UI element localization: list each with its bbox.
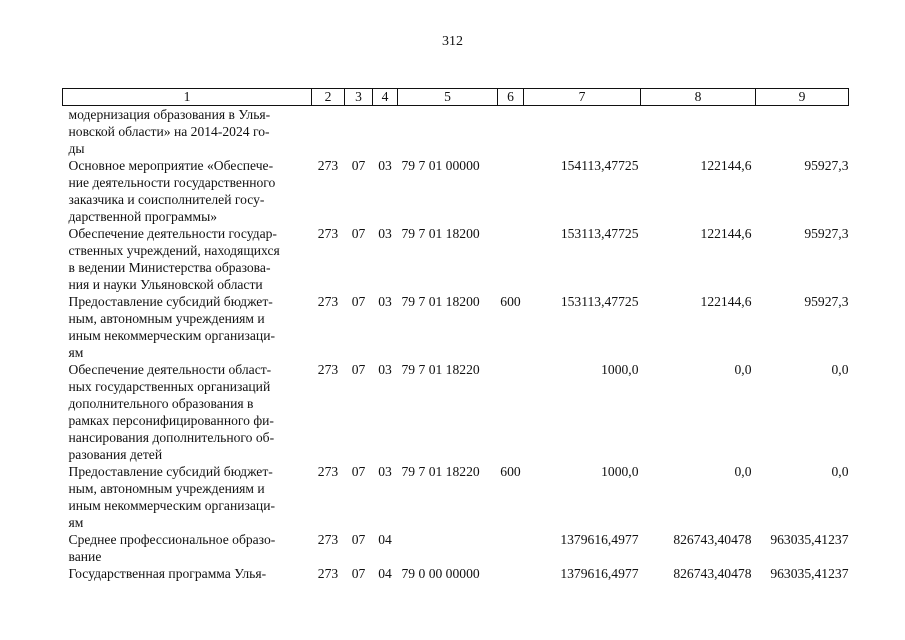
budget-table xyxy=(62,88,849,582)
row-name: Предоставление субсидий бюджет- ным, автономным учреждениям и иным некоммерческим организаци- ям xyxy=(68,464,275,530)
cell-subsection: 04 xyxy=(378,566,392,581)
cell-amount-year3: 0,0 xyxy=(831,362,849,377)
cell-section: 07 xyxy=(351,158,366,173)
cell-section: 07 xyxy=(351,294,366,309)
table-row xyxy=(63,157,849,225)
cell-subsection xyxy=(373,106,398,158)
table-row xyxy=(63,463,849,531)
cell-amount-year3: 95927,3 xyxy=(804,294,849,309)
cell-target-article: 79 0 00 00000 xyxy=(401,566,480,581)
column-header: 4 xyxy=(373,89,398,106)
cell-expense-type xyxy=(498,361,524,463)
table-row xyxy=(63,106,849,158)
cell-ministry: 273 xyxy=(317,362,339,377)
cell-ministry: 273 xyxy=(317,158,339,173)
cell-ministry: 273 xyxy=(317,566,339,581)
cell-target-article: 79 7 01 00000 xyxy=(401,158,480,173)
cell-ministry xyxy=(312,106,345,158)
cell-target-article: 79 7 01 18200 xyxy=(401,226,480,241)
cell-amount-year1: 1000,0 xyxy=(601,464,639,479)
column-header: 8 xyxy=(641,89,756,106)
cell-subsection: 03 xyxy=(378,464,392,479)
cell-amount-year1: 1379616,4977 xyxy=(560,532,639,547)
cell-amount-year2 xyxy=(641,106,756,158)
cell-subsection: 03 xyxy=(378,362,392,377)
cell-target-article xyxy=(398,531,498,565)
cell-amount-year2: 0,0 xyxy=(734,362,752,377)
cell-amount-year1: 154113,47725 xyxy=(560,158,639,173)
cell-amount-year3: 95927,3 xyxy=(804,226,849,241)
cell-amount-year2: 122144,6 xyxy=(700,158,752,173)
cell-amount-year3 xyxy=(756,106,849,158)
cell-expense-type xyxy=(498,225,524,293)
cell-subsection: 03 xyxy=(378,226,392,241)
cell-subsection: 04 xyxy=(378,532,392,547)
cell-amount-year1: 153113,47725 xyxy=(560,226,639,241)
cell-section: 07 xyxy=(351,464,366,479)
row-name: Государственная программа Улья- xyxy=(68,566,267,581)
cell-target-article: 79 7 01 18220 xyxy=(401,464,480,479)
column-header: 7 xyxy=(524,89,641,106)
cell-amount-year3: 0,0 xyxy=(831,464,849,479)
table-row xyxy=(63,531,849,565)
cell-expense-type: 600 xyxy=(500,464,521,479)
table-row xyxy=(63,225,849,293)
column-header: 5 xyxy=(398,89,498,106)
cell-section: 07 xyxy=(351,566,366,581)
row-name: Предоставление субсидий бюджет- ным, автономным учреждениям и иным некоммерческим организаци- ям xyxy=(68,294,275,360)
row-name: Основное мероприятие «Обеспече- ние деятельности государственного заказчика и соисполнителей госу- дарственной программы» xyxy=(68,158,276,224)
cell-expense-type xyxy=(498,157,524,225)
cell-ministry: 273 xyxy=(317,464,339,479)
column-header: 1 xyxy=(63,89,312,106)
row-name: Среднее профессиональное образо- вание xyxy=(68,532,276,564)
cell-section xyxy=(345,106,373,158)
table-row xyxy=(63,565,849,582)
cell-amount-year3: 95927,3 xyxy=(804,158,849,173)
cell-expense-type xyxy=(498,565,524,582)
cell-amount-year3: 963035,41237 xyxy=(770,532,849,547)
cell-amount-year3: 963035,41237 xyxy=(770,566,849,581)
row-name: модернизация образования в Улья- новской области» на 2014-2024 го- ды xyxy=(68,107,271,156)
cell-target-article xyxy=(398,106,498,158)
table-row xyxy=(63,361,849,463)
cell-amount-year2: 122144,6 xyxy=(700,294,752,309)
cell-subsection: 03 xyxy=(378,294,392,309)
cell-amount-year2: 122144,6 xyxy=(700,226,752,241)
row-name: Обеспечение деятельности государ- ственных учреждений, находящихся в ведении Министерства образова- ния и науки Ульяновской области xyxy=(68,226,280,292)
cell-amount-year1: 153113,47725 xyxy=(560,294,639,309)
cell-ministry: 273 xyxy=(317,226,339,241)
cell-expense-type xyxy=(498,531,524,565)
cell-amount-year1 xyxy=(524,106,641,158)
cell-ministry: 273 xyxy=(317,532,339,547)
cell-section: 07 xyxy=(351,532,366,547)
cell-target-article: 79 7 01 18200 xyxy=(401,294,480,309)
table-header-row xyxy=(63,89,849,106)
column-header: 2 xyxy=(312,89,345,106)
cell-section: 07 xyxy=(351,226,366,241)
cell-target-article: 79 7 01 18220 xyxy=(401,362,480,377)
row-name: Обеспечение деятельности област- ных государственных организаций дополнительного образования в рамках персонифицированного фи- нансирования дополнительного об- разования детей xyxy=(68,362,275,462)
page-number: 312 xyxy=(442,34,463,49)
column-header: 9 xyxy=(756,89,849,106)
table-row xyxy=(63,293,849,361)
cell-amount-year1: 1379616,4977 xyxy=(560,566,639,581)
cell-subsection: 03 xyxy=(378,158,392,173)
cell-ministry: 273 xyxy=(317,294,339,309)
cell-amount-year2: 0,0 xyxy=(734,464,752,479)
cell-amount-year1: 1000,0 xyxy=(601,362,639,377)
cell-amount-year2: 826743,40478 xyxy=(673,566,752,581)
cell-amount-year2: 826743,40478 xyxy=(673,532,752,547)
column-header: 6 xyxy=(498,89,524,106)
cell-expense-type: 600 xyxy=(500,294,521,309)
cell-expense-type xyxy=(498,106,524,158)
column-header: 3 xyxy=(345,89,373,106)
cell-section: 07 xyxy=(351,362,366,377)
